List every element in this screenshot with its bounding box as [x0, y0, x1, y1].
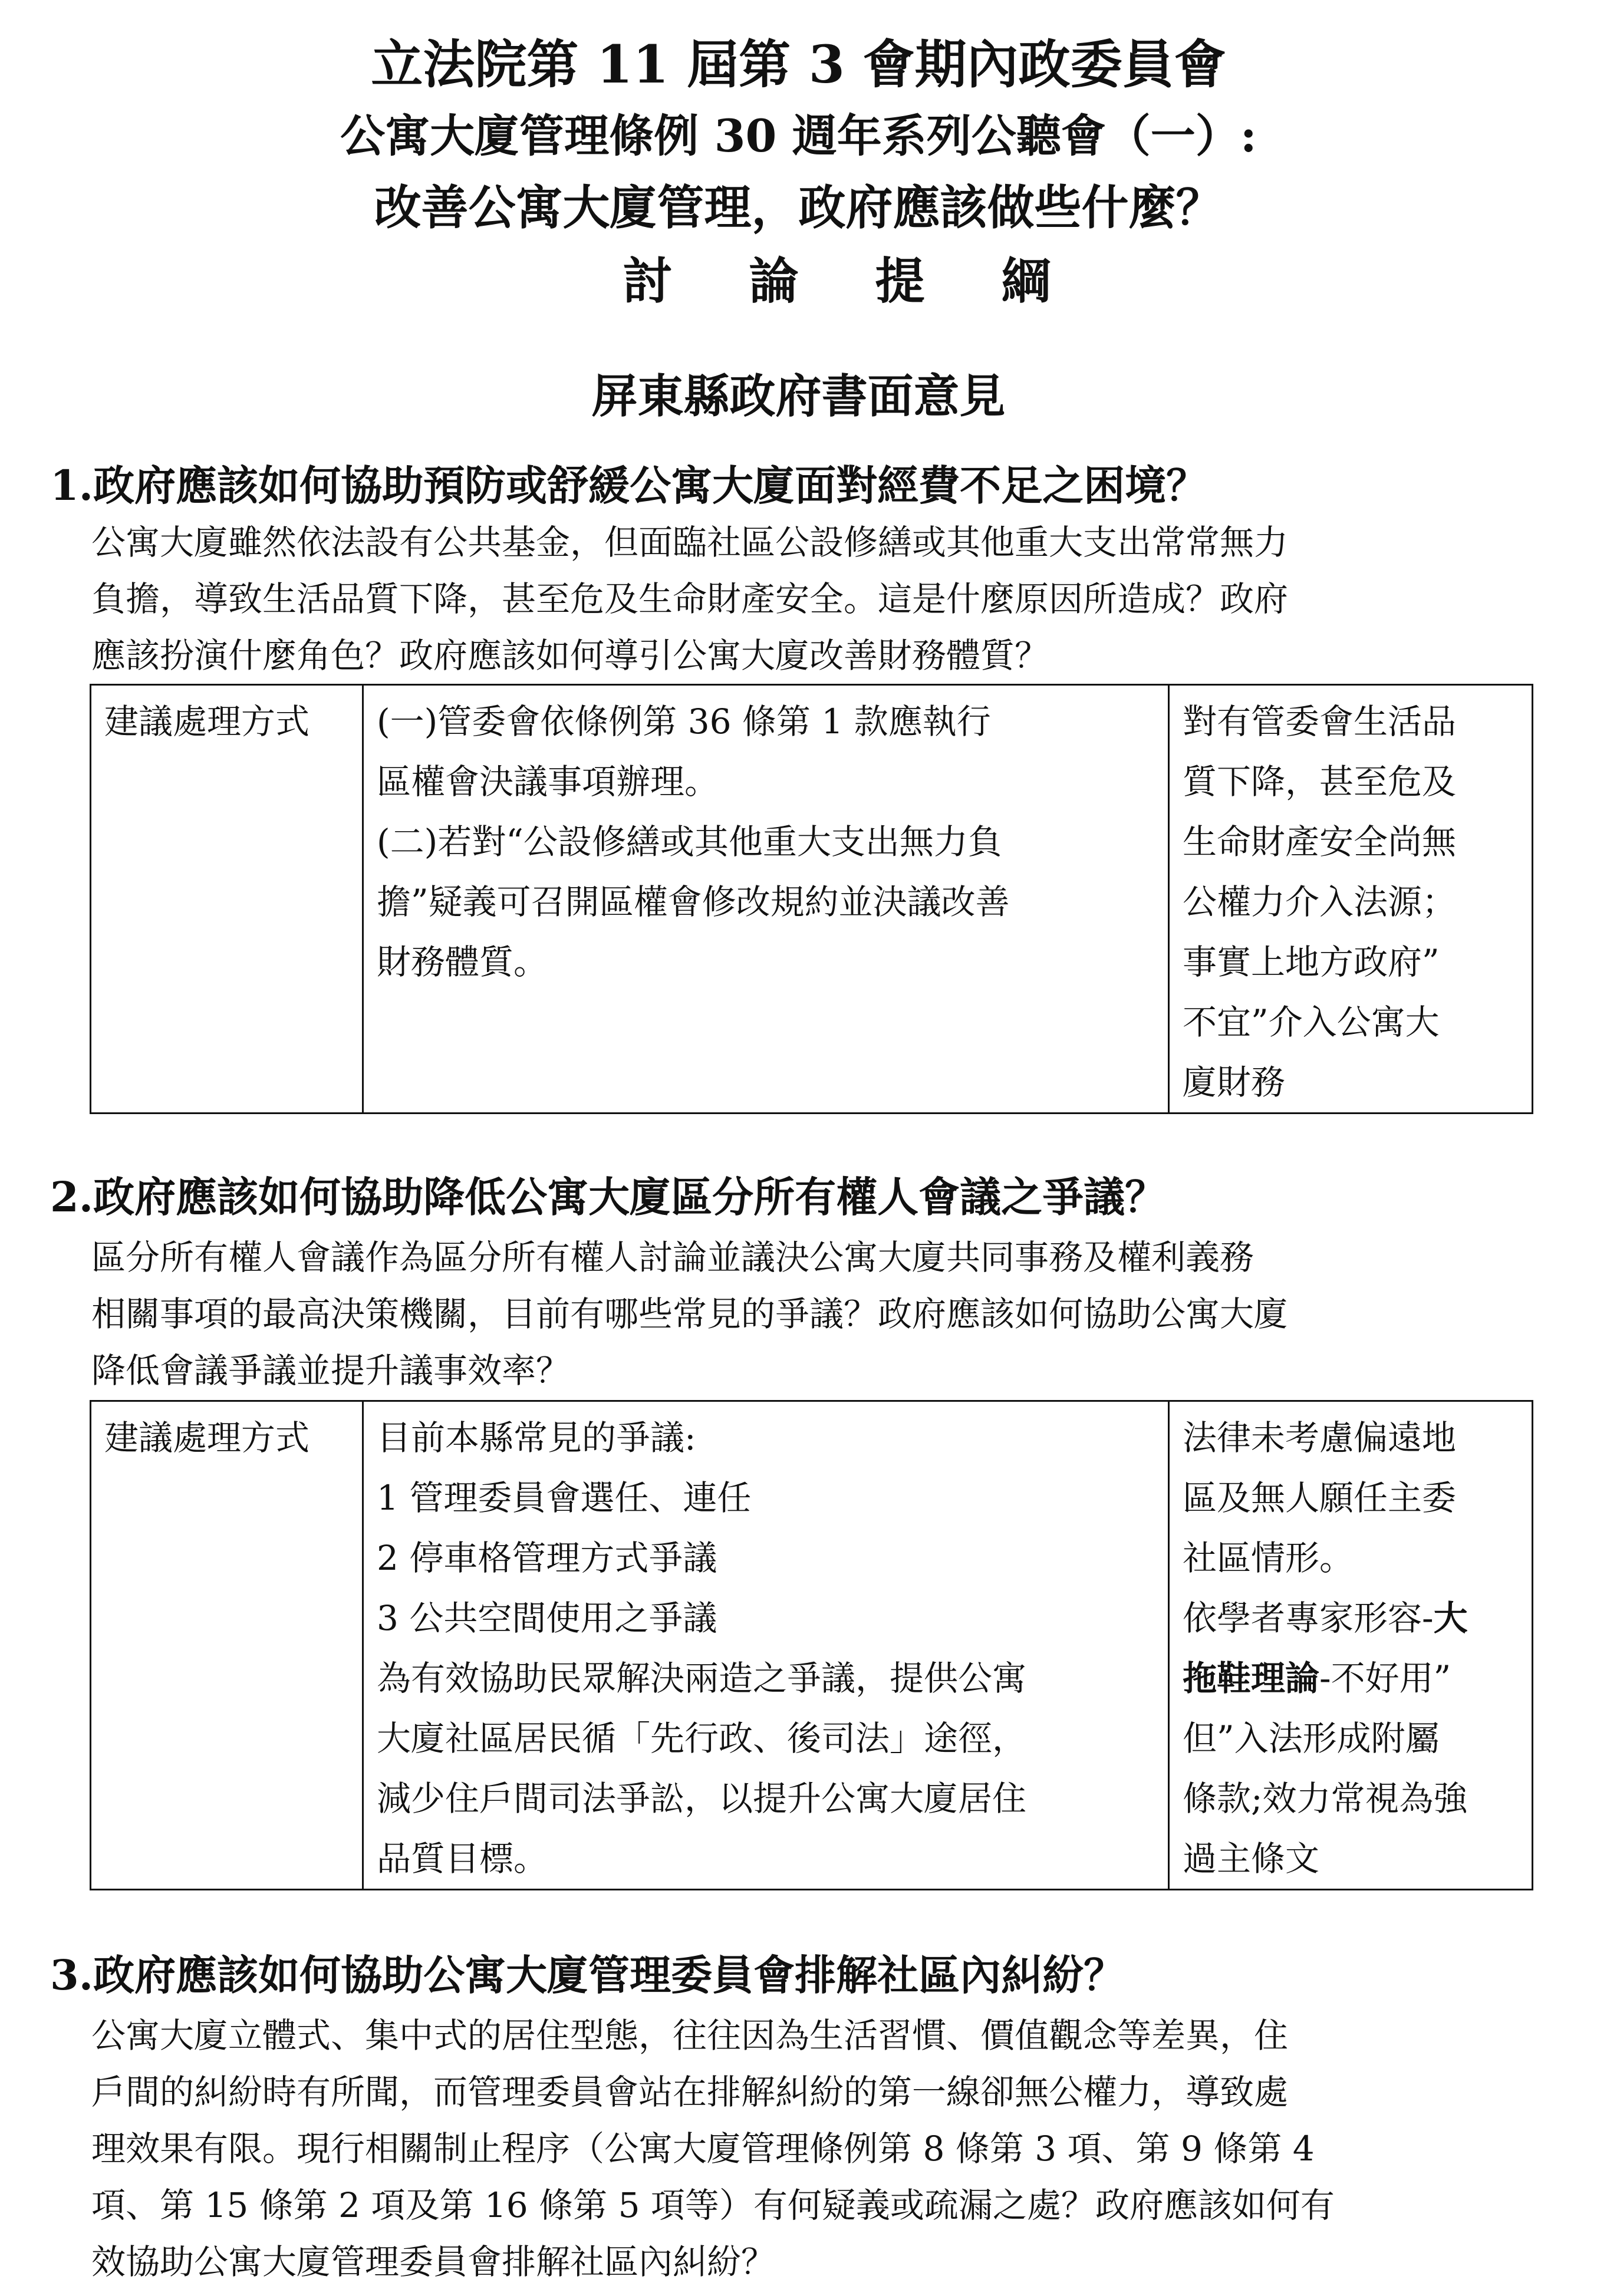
table-content-cell: [363, 1401, 1169, 1890]
document-title: 立法院第 11 屆第 3 會期內政委員會: [371, 34, 1226, 95]
note-line: 但”入法形成附屬: [1183, 1718, 1440, 1758]
note-line: 質下降，甚至危及: [1183, 762, 1457, 802]
section-1-paragraph: [91, 514, 1565, 684]
paragraph-line: 區分所有權人會議作為區分所有權人討論並議決公寓大廈共同事務及權利義務: [91, 1237, 1254, 1277]
section-3-title: 3.政府應該如何協助公寓大廈管理委員會排解社區內糾紛？: [50, 1951, 1125, 1999]
table-label: 建議處理方式: [104, 701, 310, 742]
table-label-cell: [91, 685, 363, 1114]
paragraph-line: 公寓大廈立體式、集中式的居住型態，往往因為生活習慣、價值觀念等差異，住: [91, 2015, 1289, 2055]
table-line: 區權會決議事項辦理。: [377, 762, 719, 802]
note-text: -不好用”: [1319, 1658, 1451, 1698]
table-line: (二)若對“公設修繕或其他重大支出無力負: [377, 822, 1002, 862]
paragraph-line: 公寓大廈雖然依法設有公共基金，但面臨社區公設修繕或其他重大支出常常無力: [91, 522, 1289, 562]
discussion-outline-heading: 討論提綱: [623, 252, 1128, 310]
table-row: [91, 685, 1533, 1114]
table-note-cell: [1169, 1401, 1533, 1890]
table-line: 為有效協助民眾解決兩造之爭議，提供公寓: [377, 1658, 1027, 1698]
table-line: 擔”疑義可召開區權會修改規約並決議改善: [377, 882, 1010, 922]
paragraph-line: 相關事項的最高決策機關，目前有哪些常見的爭議？政府應該如何協助公寓大廈: [91, 1294, 1289, 1334]
paragraph-line: 理效果有限。現行相關制止程序（公寓大廈管理條例第 8 條第 3 項、第 9 條第 4: [91, 2129, 1315, 2169]
county-opinion-heading: 屏東縣政府書面意見: [591, 370, 1006, 423]
table-line: 減少住戶間司法爭訟，以提升公寓大廈居住: [377, 1778, 1027, 1819]
paragraph-line: 戶間的糾紛時有所聞，而管理委員會站在排解糾紛的第一線卻無公權力，導致處: [91, 2072, 1289, 2112]
table-label-cell: [91, 1401, 363, 1890]
section-2-title: 2.政府應該如何協助降低公寓大廈區分所有權人會議之爭議？: [50, 1172, 1167, 1221]
note-line: 廈財務: [1183, 1062, 1286, 1102]
section-2-paragraph: [91, 1229, 1565, 1399]
paragraph-line: 降低會議爭議並提升議事效率？: [91, 1350, 571, 1391]
note-text: 依學者專家形容-: [1183, 1598, 1434, 1638]
table-note-cell: [1169, 685, 1533, 1114]
table-line: 2 停車格管理方式爭議: [377, 1538, 717, 1578]
paragraph-line: 應該扮演什麼角色？政府應該如何導引公寓大廈改善財務體質？: [91, 635, 1049, 676]
note-line: [1183, 1588, 1519, 1648]
hearing-subtitle: 改善公寓大廈管理，政府應該做些什麼？: [374, 180, 1223, 235]
paragraph-line: 效協助公寓大廈管理委員會排解社區內糾紛？: [91, 2242, 776, 2282]
table-line: 品質目標。: [377, 1839, 548, 1879]
section-1-title: 1.政府應該如何協助預防或舒緩公寓大廈面對經費不足之困境？: [50, 461, 1208, 510]
note-line: 事實上地方政府”: [1183, 942, 1440, 982]
note-emphasis: 拖鞋理論: [1183, 1658, 1320, 1698]
note-line: 條款;效力常視為強: [1183, 1778, 1468, 1819]
note-line: 區及無人願任主委: [1183, 1478, 1457, 1518]
note-line: 不宜”介入公寓大: [1183, 1002, 1440, 1042]
section-3-paragraph: [91, 2007, 1565, 2290]
section-2-table: [90, 1400, 1533, 1890]
table-line: 大廈社區居民循「先行政、後司法」途徑，: [377, 1718, 1027, 1758]
section-1-table: [90, 684, 1533, 1114]
note-line: 對有管委會生活品: [1183, 701, 1457, 742]
table-row: [91, 1401, 1533, 1890]
paragraph-line: 負擔，導致生活品質下降，甚至危及生命財產安全。這是什麼原因所造成？政府: [91, 579, 1289, 619]
table-label: 建議處理方式: [104, 1418, 310, 1458]
table-line: (一)管委會依條例第 36 條第 1 款應執行: [377, 701, 991, 742]
note-line: [1183, 1648, 1519, 1708]
paragraph-line: 項、第 15 條第 2 項及第 16 條第 5 項等）有何疑義或疏漏之處？政府應該如何有: [91, 2185, 1335, 2225]
note-line: 生命財產安全尚無: [1183, 822, 1457, 862]
table-line: 財務體質。: [377, 942, 548, 982]
hearing-title: 公寓大廈管理條例 30 週年系列公聽會（一）:: [340, 110, 1257, 162]
table-line: 3 公共空間使用之爭議: [377, 1598, 717, 1638]
table-line: 1 管理委員會選任、連任: [377, 1478, 752, 1518]
note-line: 社區情形。: [1183, 1538, 1354, 1578]
note-line: 法律未考慮偏遠地: [1183, 1418, 1457, 1458]
note-line: 過主條文: [1183, 1839, 1320, 1879]
note-emphasis: 大: [1433, 1598, 1468, 1638]
table-line: 目前本縣常見的爭議:: [377, 1418, 696, 1458]
note-line: 公權力介入法源；: [1183, 882, 1457, 922]
table-content-cell: [363, 685, 1169, 1114]
